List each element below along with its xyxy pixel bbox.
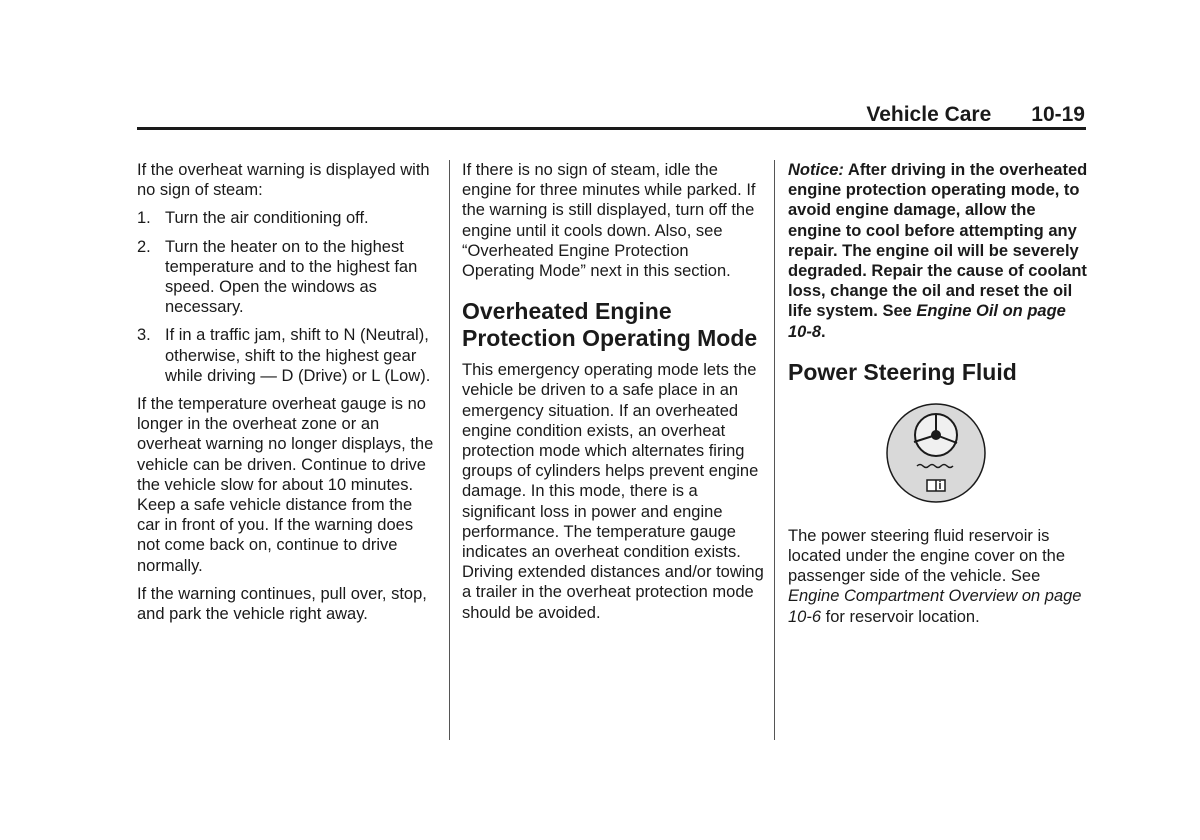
- reservoir-text: The power steering fluid reservoir is located under the engine cover on the passenger side of the vehicle. See: [788, 526, 1066, 586]
- gauge-paragraph: If the temperature overheat gauge is no longer in the overheat zone or an overheat warning no longer displays, the vehicle can be driven. Continue to drive the vehicle slow for about 10 minutes. Keep a safe vehicle distance from the car in front of you. If the warning does not come back on, continue to drive normally.: [137, 395, 434, 575]
- reservoir-end: for reservoir location.: [825, 607, 980, 626]
- no-steam-paragraph: If there is no sign of steam, idle the engine for three minutes while parked. If the warning is still displayed, turn off the engine until it cools down. Also, see “Overheated Engine Protection Operating Mode” next in this section.: [462, 161, 756, 281]
- pull-over-paragraph: If the warning continues, pull over, stop, and park the vehicle right away.: [137, 584, 427, 624]
- overheat-protection-paragraph: This emergency operating mode lets the vehicle be driven to a safe place in an emergency situation. If an overheated engine condition exists, an overheat protection mode which alternates firing groups of cylinders helps prevent engine damage. In this mode, there is a significant loss in power and engine performance. The temperature gauge indicates an overheat condition exists. Driving extended distances and/or towing a trailer in the overheat protection mode should be avoided.: [462, 361, 764, 622]
- intro-paragraph: If the overheat warning is displayed with no sign of steam:: [137, 161, 430, 200]
- column-divider-1: [449, 160, 450, 740]
- column-2: [462, 160, 764, 631]
- column-3: [788, 160, 1088, 635]
- reservoir-paragraph: [788, 526, 1088, 627]
- notice-text: After driving in the overheated engine protection operating mode, to avoid engine damage, allow the engine to cool before attempting any repair. The engine oil will be severely degraded. Repair the cause of coolant loss, change the oil and reset the oil life system. See: [788, 161, 1088, 321]
- power-steering-heading: Power Steering Fluid: [788, 358, 1017, 385]
- engine-compartment-link[interactable]: Engine Compartment Overview on page 10-6: [788, 587, 1082, 626]
- steps-list: [137, 208, 439, 386]
- power-steering-fluid-cap-icon: [885, 402, 987, 504]
- overheat-protection-heading: Overheated Engine Protection Operating Mode: [462, 298, 758, 352]
- step-text: Turn the heater on to the highest temperature and to the highest fan speed. Open the windows as necessary.: [165, 237, 418, 317]
- section-title: Vehicle Care: [866, 103, 992, 126]
- engine-oil-link[interactable]: Engine Oil on page 10-8: [788, 302, 1066, 341]
- header-rule: [137, 127, 1086, 130]
- column-1: [137, 160, 439, 632]
- step-number: 2.: [137, 237, 151, 256]
- column-divider-2: [774, 160, 775, 740]
- list-item: [137, 325, 439, 386]
- step-text: If in a traffic jam, shift to N (Neutral), otherwise, shift to the highest gear while driving — D (Drive) or L (Low).: [165, 326, 431, 385]
- step-number: 3.: [137, 326, 151, 345]
- step-text: Turn the air conditioning off.: [165, 209, 369, 228]
- notice-end: .: [821, 322, 826, 341]
- notice-label: Notice:: [788, 161, 844, 179]
- list-item: [137, 208, 439, 228]
- notice-paragraph: [788, 160, 1088, 342]
- step-number: 1.: [137, 209, 151, 228]
- page-header: [137, 102, 1085, 128]
- page-number: 10-19: [1031, 103, 1085, 126]
- list-item: [137, 237, 439, 318]
